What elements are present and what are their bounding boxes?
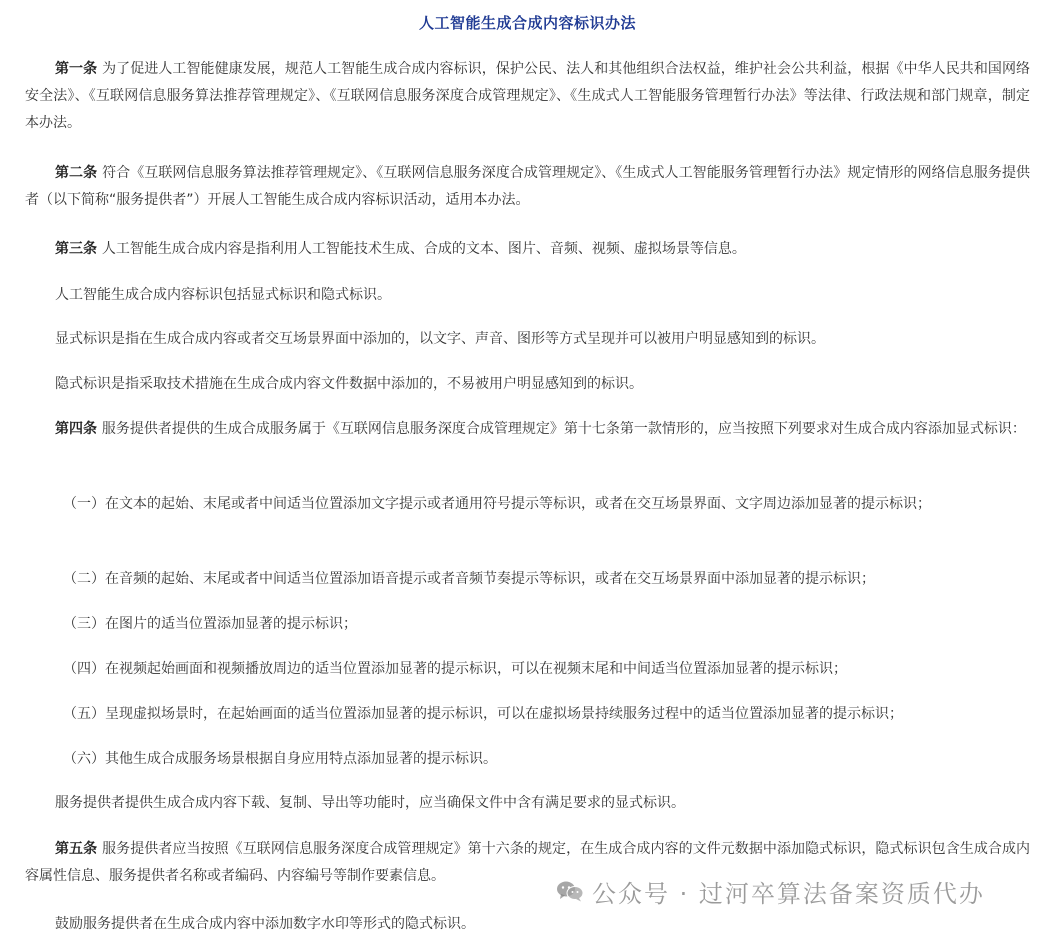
article-text: 为了促进人工智能健康发展，规范人工智能生成合成内容标识，保护公民、法人和其他组织合法权益，维护社会公共利益，根据《中华人民共和国网络安全法》、《互联网信息服务算法推荐管理规定》、《互联网信息服务深度合成管理规定》、《生成式人工智能服务管理暂行办法》等法律、行政法规和部门规章，制定本办法。 [25, 61, 1031, 131]
article-text: 服务提供者提供的生成合成服务属于《互联网信息服务深度合成管理规定》第十七条第一款情形的，应当按照下列要求对生成合成内容添加显式标识： [101, 421, 1026, 437]
paragraph-article-3 [25, 236, 1030, 263]
page-title: 人工智能生成合成内容标识办法 [418, 14, 636, 32]
article-text: 人工智能生成合成内容是指利用人工智能技术生成、合成的文本、图片、音频、视频、虚拟场景等信息。 [101, 241, 746, 257]
list-item: （五）呈现虚拟场景时，在起始画面的适当位置添加显著的提示标识，可以在虚拟场景持续服务过程中的适当位置添加显著的提示标识； [63, 706, 903, 722]
list-item: （六）其他生成合成服务场景根据自身应用特点添加显著的提示标识。 [63, 751, 497, 767]
list-item: （四）在视频起始画面和视频播放周边的适当位置添加显著的提示标识，可以在视频末尾和中间适当位置添加显著的提示标识； [63, 661, 847, 677]
article-number: 第一条 [55, 61, 103, 77]
article-number: 第五条 [55, 841, 103, 857]
article-number: 第四条 [55, 421, 102, 437]
list-item: （一）在文本的起始、末尾或者中间适当位置添加文字提示或者通用符号提示等标识，或者在交互场景界面、文字周边添加显著的提示标识； [63, 496, 931, 512]
watermark [556, 874, 985, 908]
paragraph: 鼓励服务提供者在生成合成内容中添加数字水印等形式的隐式标识。 [55, 916, 475, 932]
paragraph: 显式标识是指在生成合成内容或者交互场景界面中添加的，以文字、声音、图形等方式呈现并可以被用户明显感知到的标识。 [55, 331, 825, 347]
paragraph-article-2 [25, 160, 1030, 214]
paragraph-article-4 [25, 416, 1030, 443]
paragraph: 服务提供者提供生成合成内容下载、复制、导出等功能时，应当确保文件中含有满足要求的显式标识。 [55, 795, 685, 811]
article-number: 第三条 [55, 241, 102, 257]
watermark-text: 公众号 · 过河卒算法备案资质代办 [592, 879, 985, 908]
paragraph: 隐式标识是指采取技术措施在生成合成内容文件数据中添加的，不易被用户明显感知到的标识。 [55, 376, 643, 392]
paragraph: 人工智能生成合成内容标识包括显式标识和隐式标识。 [55, 287, 391, 303]
wechat-icon [556, 880, 584, 902]
list-item: （三）在图片的适当位置添加显著的提示标识； [63, 616, 357, 632]
paragraph-article-1 [25, 56, 1030, 137]
list-item: （二）在音频的起始、末尾或者中间适当位置添加语音提示或者音频节奏提示等标识，或者在交互场景界面中添加显著的提示标识； [63, 571, 875, 587]
article-text: 服务提供者应当按照《互联网信息服务深度合成管理规定》第十六条的规定，在生成合成内容的文件元数据中添加隐式标识，隐式标识包含生成合成内容属性信息、服务提供者名称或者编码、内容编号等制作要素信息。 [25, 841, 1031, 884]
article-number: 第二条 [55, 165, 103, 181]
article-text: 符合《互联网信息服务算法推荐管理规定》、《互联网信息服务深度合成管理规定》、《生成式人工智能服务管理暂行办法》规定情形的网络信息服务提供者（以下简称“服务提供者”）开展人工智能生成合成内容标识活动，适用本办法。 [25, 165, 1030, 208]
